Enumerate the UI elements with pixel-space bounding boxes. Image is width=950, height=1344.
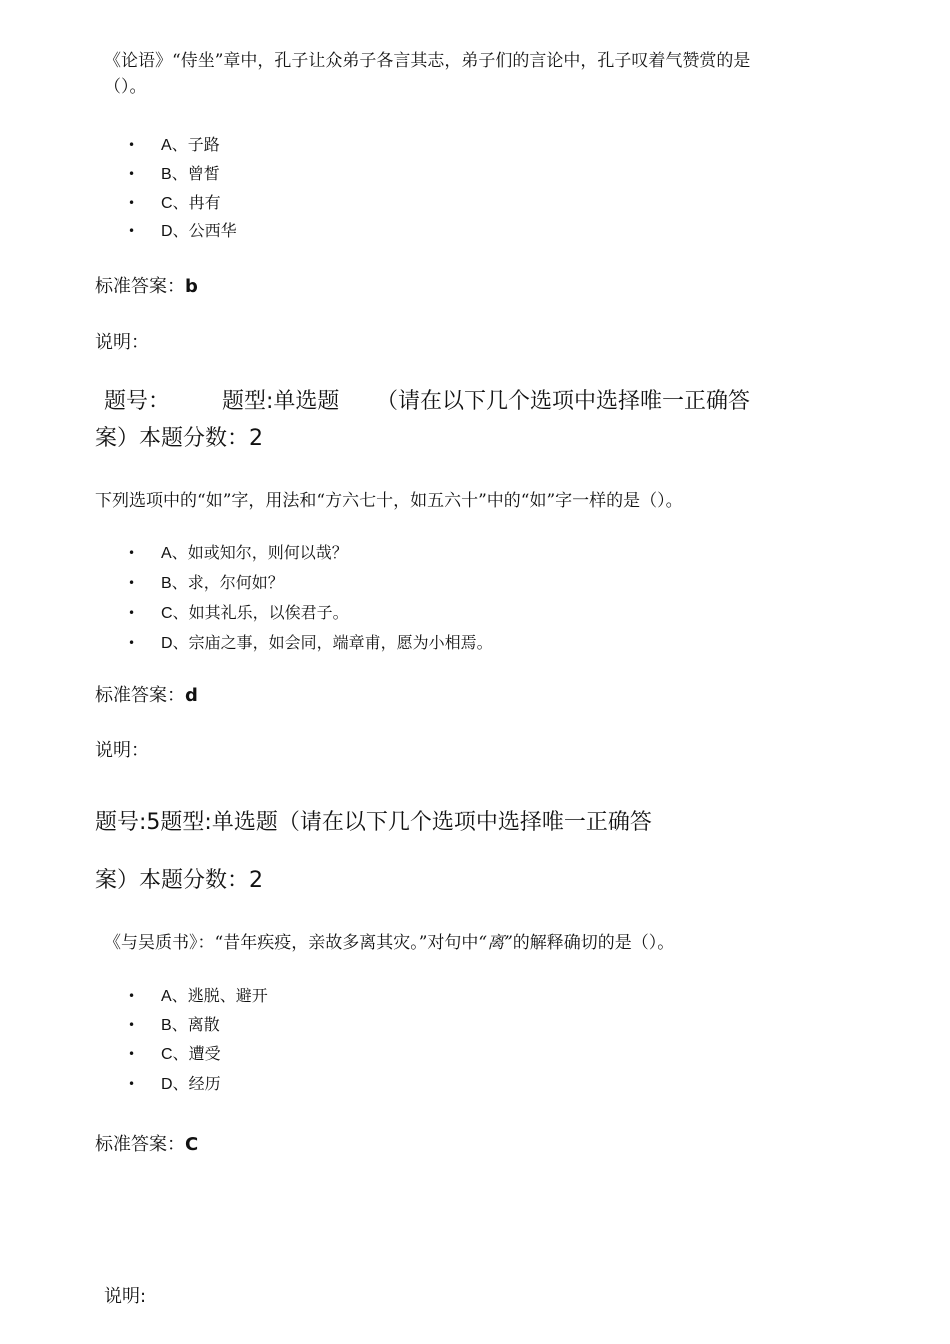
bullet-icon: •	[128, 989, 136, 1003]
bullet-icon: •	[128, 1047, 136, 1061]
question-2-type: 题型:单选题	[222, 389, 340, 414]
bullet-icon: •	[128, 606, 136, 620]
question-3-answer: 标准答案：C	[95, 1134, 199, 1155]
question-number-label: 题号：	[104, 389, 171, 414]
bullet-icon: •	[128, 138, 136, 152]
question-2-text: 下列选项中的“如”字，用法和“方六七十，如五六十”中的“如”字一样的是（）。	[95, 491, 683, 511]
question-1-line-1: 《论语》“侍坐”章中，孔子让众弟子各言其志，弟子们的言论中，孔子叹着气赞赏的是	[104, 51, 751, 71]
question-1-explanation: 说明：	[95, 332, 149, 353]
bullet-icon: •	[128, 576, 136, 590]
question-1-options: • A、子路 • B、曾皙 • C、冉有 • D、公西华	[128, 135, 237, 240]
question-2-explanation: 说明：	[95, 740, 149, 761]
bullet-icon: •	[128, 196, 136, 210]
question-3-explanation: 说明:	[104, 1286, 147, 1307]
question-2-heading-line-2: 案）本题分数：2	[95, 426, 263, 451]
bullet-icon: •	[128, 1077, 136, 1091]
question-2-note: （请在以下几个选项中选择唯一正确答	[376, 389, 751, 414]
question-2-answer: 标准答案：d	[95, 685, 198, 706]
question-1-line-2: （）。	[104, 77, 147, 97]
question-1-text	[104, 48, 894, 100]
bullet-icon: •	[128, 636, 136, 650]
answer-value: b	[185, 276, 198, 297]
quoted-term: “离”	[478, 933, 513, 953]
question-3-text: 《与吴质书》：“昔年疾疫，亲故多离其灾。”对句中“离”的解释确切的是（）。	[104, 933, 675, 953]
answer-value: d	[185, 685, 198, 706]
question-3-heading: 题号:5题型:单选题（请在以下几个选项中选择唯一正确答	[95, 810, 652, 835]
bullet-icon: •	[128, 1018, 136, 1032]
question-2-heading	[104, 384, 170, 415]
answer-value: C	[185, 1134, 199, 1155]
bullet-icon: •	[128, 224, 136, 238]
question-1-answer: 标准答案：b	[95, 276, 198, 297]
question-2-options: • A、如或知尔，则何以哉？ • B、求，尔何如？ • C、如其礼乐，以俟君子。 • D、宗庙之事，如会同，端章甫，愿为小相焉。	[128, 543, 493, 652]
bullet-icon: •	[128, 167, 136, 181]
bullet-icon: •	[128, 546, 136, 560]
question-3-options: • A、逃脱、避开 • B、离散 • C、遭受 • D、经历	[128, 986, 268, 1093]
question-3-heading-line-2: 案）本题分数：2	[95, 868, 263, 893]
